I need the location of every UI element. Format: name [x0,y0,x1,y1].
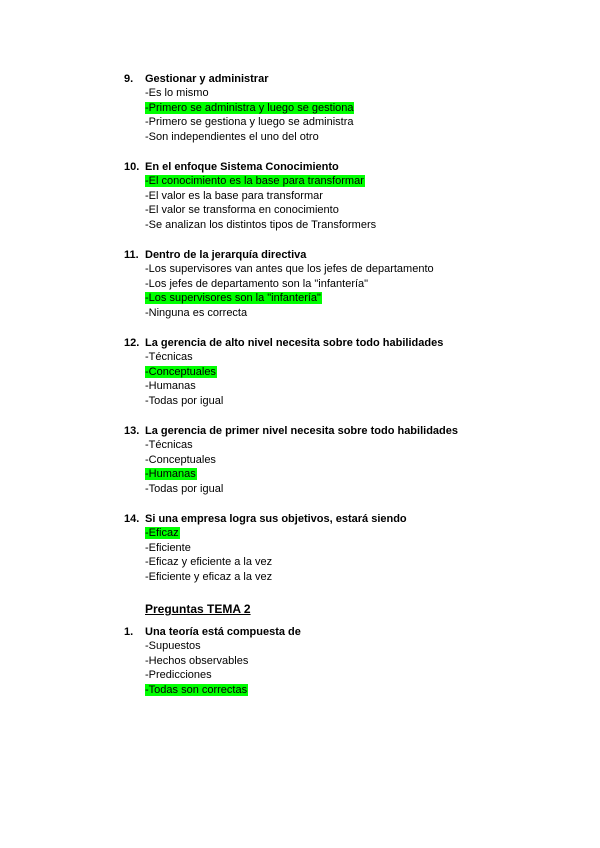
option [145,218,584,233]
question-number: 13. [124,425,140,437]
question-text: Una teoría está compuesta de [145,626,301,638]
question-title [124,72,584,86]
option [145,438,584,453]
question-title [124,512,584,526]
question-text: La gerencia de alto nivel necesita sobre todo habilidades [145,337,444,349]
question-title [124,336,584,350]
option [145,555,584,570]
option-text-highlighted: -Los supervisores son la "infantería" [145,292,321,305]
option-text: -El valor es la base para transformar [145,189,323,202]
question-12 [124,336,584,409]
question-title [124,160,584,174]
option-correct [145,467,584,482]
option [145,86,584,101]
question-text: En el enfoque Sistema Conocimiento [145,161,339,173]
option-correct [145,174,584,189]
question-number: 9. [124,73,134,85]
options-list [145,262,584,321]
options-list [145,174,584,233]
option-text: -Técnicas [145,439,193,451]
option [145,541,584,556]
option-text: -Supuestos [145,640,201,652]
question-11 [124,248,584,321]
option [145,130,584,145]
option-text: -Ninguna es correcta [145,307,248,320]
option [145,115,584,130]
option [145,654,584,669]
question-title [124,424,584,438]
question-14 [124,512,584,585]
option-text: -Conceptuales [145,453,216,466]
option-text-highlighted: -Todas son correctas [145,684,248,697]
option-text: -Son independientes el uno del otro [145,131,319,144]
question-number: 12. [124,337,140,349]
option-text-highlighted: -El conocimiento es la base para transformar [145,175,364,187]
option [145,350,584,365]
option-text: -Se analizan los distintos tipos de Transformers [145,219,377,232]
question-number: 11. [124,249,139,261]
option [145,262,584,277]
question-number: 10. [124,161,140,173]
option [145,453,584,468]
option-text: -Todas por igual [145,483,224,496]
question-10 [124,160,584,233]
option-text-highlighted: -Humanas [145,468,196,481]
option-text: -Primero se gestiona y luego se administra [145,116,354,129]
option-correct [145,101,584,116]
question-text: La gerencia de primer nivel necesita sobre todo habilidades [145,425,458,437]
option-text: -Eficiente y eficaz a la vez [145,571,273,584]
option-correct [145,365,584,380]
options-list [145,438,584,497]
option-text: -Predicciones [145,669,212,682]
option-text: -Eficaz y eficiente a la vez [145,556,273,569]
section-heading: Preguntas TEMA 2 [145,602,251,616]
question-text: Dentro de la jerarquía directiva [145,249,307,261]
option [145,203,584,218]
option [145,482,584,497]
option-correct [145,526,584,541]
question-9 [124,72,584,145]
option-text: -Es lo mismo [145,87,209,99]
option [145,394,584,409]
option-text-highlighted: -Primero se administra y luego se gestiona [145,101,354,114]
option-text-highlighted: -Eficaz [145,527,179,539]
options-list [145,526,584,585]
question-title [124,625,584,639]
question-text: Si una empresa logra sus objetivos, estará siendo [145,513,407,525]
options-list [145,350,584,409]
option [145,306,584,321]
option [145,639,584,654]
option [145,379,584,394]
options-list [145,86,584,145]
option-text: -Todas por igual [145,395,224,408]
question-number: 1. [124,626,134,638]
option-text: -Técnicas [145,351,193,363]
option-text: -Eficiente [145,541,191,554]
option-text-highlighted: -Conceptuales [145,365,216,378]
option [145,570,584,585]
question-text: Gestionar y administrar [145,73,269,85]
option-text: -El valor se transforma en conocimiento [145,204,339,217]
option-text: -Humanas [145,380,196,393]
question-13 [124,424,584,497]
question-tema2-1 [124,625,584,698]
option [145,277,584,292]
option-correct [145,291,584,306]
options-list [145,639,584,698]
option-text: -Hechos observables [145,654,249,667]
question-title [124,248,584,262]
option-correct [145,683,584,698]
option [145,189,584,204]
question-number: 14. [124,513,140,525]
option-text: -Los jefes de departamento son la "infantería" [145,277,369,290]
option [145,668,584,683]
option-text: -Los supervisores van antes que los jefes de departamento [145,263,434,275]
